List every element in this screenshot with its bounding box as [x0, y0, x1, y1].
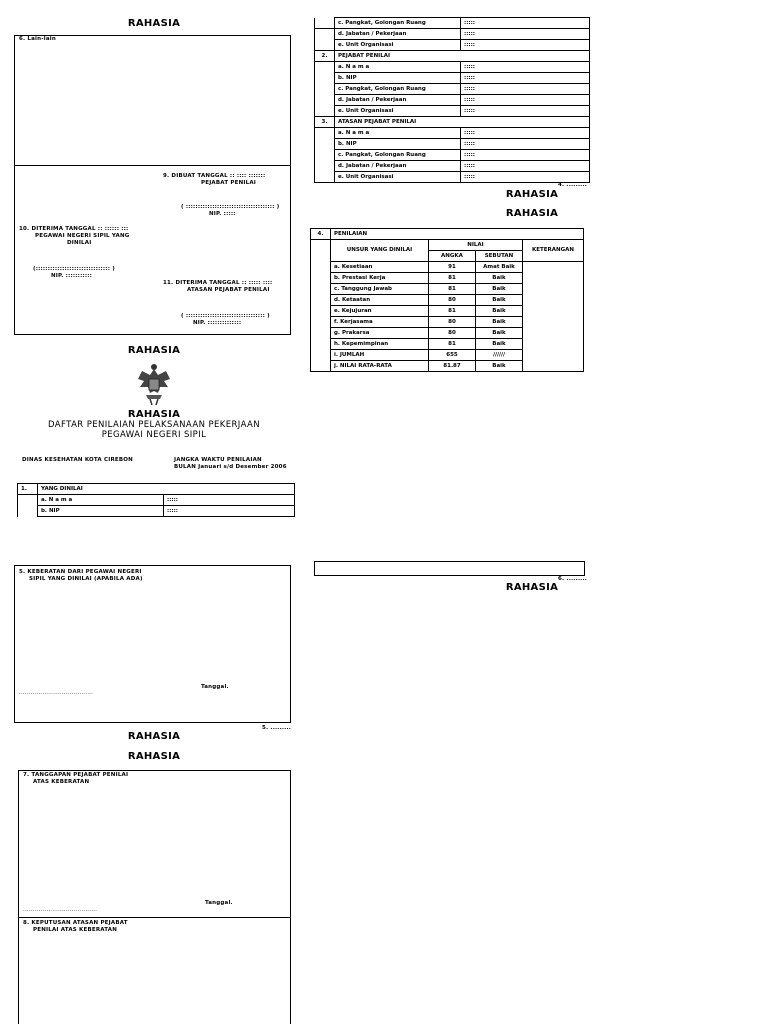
row-label: d. Jabatan / Pekerjaan — [335, 95, 461, 106]
page-marker: 4. ......... — [558, 182, 588, 188]
sebutan-cell: Baik — [476, 306, 523, 317]
section-number: 3. — [315, 117, 335, 128]
table-penilaian — [310, 228, 584, 372]
row-value: ::::: — [164, 506, 295, 517]
row-value: ::::: — [461, 106, 590, 117]
angka-cell: 80 — [429, 328, 476, 339]
rahasia-heading: RAHASIA — [505, 208, 559, 219]
box-lain-lain — [14, 35, 291, 335]
empty-box — [314, 561, 585, 576]
item11-nip: NIP. :::::::::::::: — [193, 320, 242, 326]
rahasia-heading: RAHASIA — [127, 751, 181, 762]
item9-nip: NIP. ::::: — [209, 211, 236, 217]
col-sebutan-header: SEBUTAN — [476, 251, 523, 262]
section-number: 2. — [315, 51, 335, 62]
row-value: ::::: — [461, 150, 590, 161]
office-name: DINAS KESEHATAN KOTA CIREBON — [22, 457, 133, 463]
page-marker: 5. ......... — [262, 725, 292, 731]
item11-name: ( ::::::::::::::::::::::::::::::::: ) — [181, 313, 270, 319]
item9-label: 9. DIBUAT TANGGAL :: :::: ::::::: — [163, 173, 266, 179]
sebutan-cell: Amat Baik — [476, 262, 523, 273]
row-value: ::::: — [461, 95, 590, 106]
row-value: ::::: — [461, 18, 590, 29]
rahasia-heading: RAHASIA — [127, 731, 181, 742]
angka-cell: 81.87 — [429, 361, 476, 372]
keberatan-label: SIPIL YANG DINILAI (APABILA ADA) — [29, 576, 143, 582]
period-value: BULAN Januari s/d Desember 2006 — [174, 464, 287, 470]
angka-cell: 91 — [429, 262, 476, 273]
item9-name: ( ::::::::::::::::::::::::::::::::::::: ) — [181, 204, 280, 210]
keberatan-label: 5. KEBERATAN DARI PEGAWAI NEGERI — [19, 569, 142, 575]
signature-line: ...................................... — [19, 690, 94, 696]
keterangan-cell — [523, 262, 584, 372]
keputusan-label: 8. KEPUTUSAN ATASAN PEJABAT — [23, 920, 128, 926]
item9-sub: PEJABAT PENILAI — [201, 180, 257, 186]
signature-line: ...................................... — [23, 907, 98, 913]
keputusan-label: PENILAI ATAS KEBERATAN — [33, 927, 118, 933]
garuda-emblem-icon — [132, 363, 176, 407]
row-label: b. NIP — [335, 139, 461, 150]
row-value: ::::: — [461, 172, 590, 183]
unsur-cell: d. Ketaatan — [331, 295, 429, 306]
sebutan-cell: Baik — [476, 317, 523, 328]
tanggal-label: Tanggal. — [205, 900, 233, 906]
item10-label: 10. DITERIMA TANGGAL :: :::::: ::: — [19, 226, 129, 232]
section-heading: PENILAIAN — [331, 229, 584, 240]
period-label: JANGKA WAKTU PENILAIAN — [174, 457, 262, 463]
unsur-cell: g. Prakarsa — [331, 328, 429, 339]
sebutan-cell: Baik — [476, 284, 523, 295]
row-value: ::::: — [164, 495, 295, 506]
row-value: ::::: — [461, 62, 590, 73]
page-marker: 6. ......... — [558, 576, 588, 582]
row-label: b. NIP — [38, 506, 164, 517]
sebutan-cell: Baik — [476, 339, 523, 350]
sebutan-cell: Baik — [476, 328, 523, 339]
row-label: e. Unit Organisasi — [335, 40, 461, 51]
angka-cell: 81 — [429, 284, 476, 295]
item10-sub2: DINILAI — [67, 240, 92, 246]
section-number: 4. — [311, 229, 331, 240]
unsur-cell: c. Tanggung Jawab — [331, 284, 429, 295]
row-label: e. Unit Organisasi — [335, 106, 461, 117]
box-keberatan — [14, 565, 291, 723]
row-value: ::::: — [461, 128, 590, 139]
unsur-cell: f. Kerjasama — [331, 317, 429, 328]
angka-cell: 81 — [429, 306, 476, 317]
angka-cell: 81 — [429, 273, 476, 284]
tanggal-label: Tanggal. — [201, 684, 229, 690]
table-yang-dinilai — [17, 483, 295, 517]
col-nilai-header: NILAI — [429, 240, 523, 251]
item10-name: (::::::::::::::::::::::::::::::: ) — [33, 266, 115, 272]
row-value: ::::: — [461, 40, 590, 51]
row-label: d. Jabatan / Pekerjaan — [335, 29, 461, 40]
sebutan-cell: ////// — [476, 350, 523, 361]
section-number: 1. — [18, 484, 38, 495]
col-unsur-header: UNSUR YANG DINILAI — [331, 240, 429, 262]
angka-cell: 655 — [429, 350, 476, 361]
item11-sub: ATASAN PEJABAT PENILAI — [187, 287, 270, 293]
angka-cell: 80 — [429, 295, 476, 306]
rahasia-heading: RAHASIA — [127, 409, 181, 420]
row-value: ::::: — [461, 73, 590, 84]
tanggapan-label: 7. TANGGAPAN PEJABAT PENILAI — [23, 772, 129, 778]
row-value: ::::: — [461, 139, 590, 150]
tanggapan-label: ATAS KEBERATAN — [33, 779, 90, 785]
sebutan-cell: Baik — [476, 295, 523, 306]
row-label: c. Pangkat, Golongan Ruang — [335, 150, 461, 161]
unsur-cell: h. Kepemimpinan — [331, 339, 429, 350]
unsur-cell: e. Kejujuran — [331, 306, 429, 317]
col-angka-header: ANGKA — [429, 251, 476, 262]
row-label: c. Pangkat, Golongan Ruang — [335, 84, 461, 95]
angka-cell: 81 — [429, 339, 476, 350]
item11-label: 11. DITERIMA TANGGAL :: ::::: :::: — [163, 280, 273, 286]
divider — [15, 165, 290, 166]
rahasia-heading: RAHASIA — [127, 345, 181, 356]
table-identitas — [314, 17, 590, 183]
sebutan-cell: Baik — [476, 273, 523, 284]
divider — [19, 917, 290, 918]
row-label: b. NIP — [335, 73, 461, 84]
item10-nip: NIP. ::::::::::: — [51, 273, 93, 279]
unsur-cell: a. Kesetiaan — [331, 262, 429, 273]
lain-lain-label: 6. Lain-lain — [19, 36, 56, 42]
section-heading: ATASAN PEJABAT PENILAI — [335, 117, 590, 128]
unsur-cell: b. Prestasi Kerja — [331, 273, 429, 284]
unsur-cell: i. JUMLAH — [331, 350, 429, 361]
row-value: ::::: — [461, 29, 590, 40]
box-tanggapan — [18, 770, 291, 1024]
rahasia-heading: RAHASIA — [127, 18, 181, 29]
col-keterangan-header: KETERANGAN — [523, 240, 584, 262]
row-label: a. N a m a — [335, 62, 461, 73]
row-label: c. Pangkat, Golongan Ruang — [335, 18, 461, 29]
row-value: ::::: — [461, 84, 590, 95]
sebutan-cell: Baik — [476, 361, 523, 372]
cover-title: DAFTAR PENILAIAN PELAKSANAAN PEKERJAAN — [48, 420, 260, 430]
item10-sub1: PEGAWAI NEGERI SIPIL YANG — [35, 233, 130, 239]
row-value: ::::: — [461, 161, 590, 172]
unsur-cell: j. NILAI RATA-RATA — [331, 361, 429, 372]
row-label: a. N a m a — [38, 495, 164, 506]
cover-subtitle: PEGAWAI NEGERI SIPIL — [101, 430, 207, 440]
section-heading: YANG DINILAI — [38, 484, 295, 495]
row-label: a. N a m a — [335, 128, 461, 139]
section-heading: PEJABAT PENILAI — [335, 51, 590, 62]
rahasia-heading: RAHASIA — [505, 189, 559, 200]
angka-cell: 80 — [429, 317, 476, 328]
row-label: e. Unit Organisasi — [335, 172, 461, 183]
rahasia-heading: RAHASIA — [505, 582, 559, 593]
row-label: d. Jabatan / Pekerjaan — [335, 161, 461, 172]
